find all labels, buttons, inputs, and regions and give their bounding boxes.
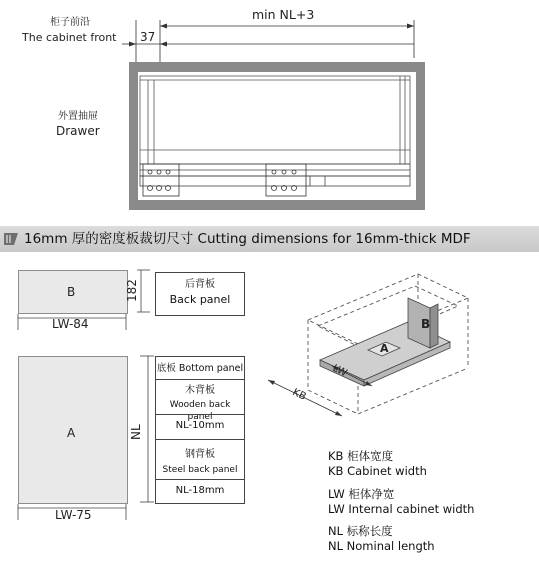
panel-b-label: B bbox=[67, 285, 76, 299]
divider bbox=[156, 439, 244, 440]
cabinet-box bbox=[129, 62, 425, 210]
wooden-back-en: Wooden back panel bbox=[169, 400, 231, 422]
panel-a-height-label: NL bbox=[129, 424, 143, 440]
cabinet-front-cn-label: 柜子前沿 bbox=[50, 17, 90, 28]
cabinet-front-en-label: The cabinet front bbox=[22, 31, 117, 44]
panel-dimension-lines bbox=[0, 258, 160, 538]
panel-a-width-label: LW-75 bbox=[55, 508, 92, 522]
legend-lw-en: LW Internal cabinet width bbox=[328, 502, 475, 516]
back-panel-table bbox=[155, 272, 245, 316]
min-nl-dimension-label: min NL+3 bbox=[252, 7, 315, 22]
back-panel-cn: 后背板 bbox=[185, 279, 215, 290]
dimension-arrows bbox=[129, 24, 414, 47]
section-header-marker-icon bbox=[4, 231, 20, 247]
iso-lw-label: LW bbox=[330, 362, 349, 380]
wooden-back-cn: 木背板 bbox=[185, 385, 215, 396]
legend-nl-en: NL Nominal length bbox=[328, 539, 435, 553]
steel-back-cn: 钢背板 bbox=[185, 449, 215, 460]
offset-dimension-label: 37 bbox=[140, 30, 156, 44]
back-panel-en: Back panel bbox=[169, 293, 231, 306]
cabinet-drawing bbox=[0, 0, 539, 226]
drawer-en-label: Drawer bbox=[56, 124, 100, 138]
divider bbox=[156, 379, 244, 380]
bottom-panel-table bbox=[155, 356, 245, 504]
divider bbox=[156, 479, 244, 480]
legend-lw-cn: LW 柜体净宽 bbox=[328, 487, 395, 501]
steel-back-size: NL-18mm bbox=[175, 485, 225, 496]
panel-b-width-label: LW-84 bbox=[52, 317, 89, 331]
iso-b-label: B bbox=[421, 317, 431, 331]
iso-a-label: A bbox=[380, 342, 389, 355]
panel-a-label: A bbox=[67, 426, 76, 440]
legend-kb-en: KB Cabinet width bbox=[328, 464, 427, 478]
panel-b-height-label: 182 bbox=[125, 279, 139, 302]
steel-back-en: Steel back panel bbox=[162, 465, 238, 475]
iso-kb-label: KB bbox=[290, 386, 308, 403]
drawer-cn-label: 外置抽屉 bbox=[58, 111, 98, 122]
divider bbox=[156, 414, 244, 415]
legend-kb-cn: KB 柜体宽度 bbox=[328, 449, 394, 463]
wooden-back-size: NL-10mm bbox=[175, 420, 225, 431]
legend-nl-cn: NL 标称长度 bbox=[328, 524, 393, 538]
bottom-panel-title: 底板 Bottom panel bbox=[156, 363, 244, 374]
isometric-cabinet-drawing bbox=[260, 262, 539, 432]
section-title: 16mm 厚的密度板裁切尺寸 Cutting dimensions for 16mm-thick MDF bbox=[24, 231, 471, 247]
